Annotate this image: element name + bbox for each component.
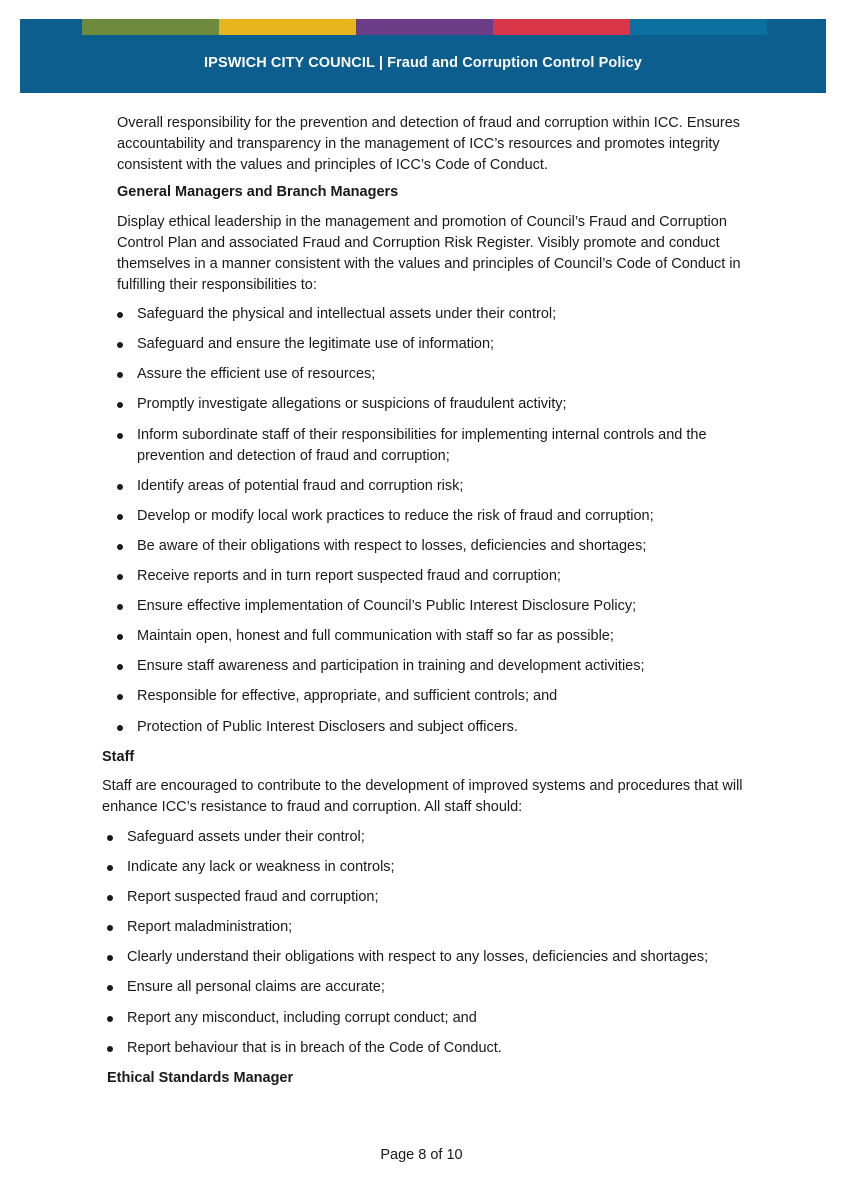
bullet-icon — [117, 433, 123, 439]
bullet-icon — [107, 985, 113, 991]
bullet-icon — [117, 634, 123, 640]
list-item: Assure the efficient use of resources; — [117, 364, 777, 385]
list-item: Promptly investigate allegations or suspicions of fraudulent activity; — [117, 394, 777, 415]
bullet-icon — [107, 895, 113, 901]
strip-red — [493, 19, 630, 35]
bullet-icon — [107, 835, 113, 841]
list-item: Safeguard the physical and intellectual assets under their control; — [117, 304, 777, 325]
bullet-icon — [117, 574, 123, 580]
managers-paragraph: Display ethical leadership in the management and promotion of Council’s Fraud and Corruption Control Plan and associated Fraud and Corruption Risk Register. Visibly promote and conduct themselves in a manner consistent with the values and principles of Council’s Code of Conduct in fulfilling their responsibilities to: — [117, 214, 741, 293]
list-item: Safeguard assets under their control; — [107, 827, 777, 848]
staff-paragraph: Staff are encouraged to contribute to the development of improved systems and procedures that will enhance ICC’s resistance to fraud and corruption. All staff should: — [102, 778, 743, 815]
bullet-icon — [107, 925, 113, 931]
list-item: Ensure staff awareness and participation in training and development activities; — [117, 656, 777, 677]
list-item: Indicate any lack or weakness in controls; — [107, 857, 777, 878]
list-item: Identify areas of potential fraud and corruption risk; — [117, 476, 777, 497]
strip-blue — [630, 19, 767, 35]
bullet-icon — [107, 1046, 113, 1052]
bullet-icon — [117, 664, 123, 670]
bullet-icon — [117, 372, 123, 378]
page-number: Page 8 of 10 — [380, 1147, 463, 1163]
bullet-icon — [117, 544, 123, 550]
intro-paragraph: Overall responsibility for the prevention and detection of fraud and corruption within ICC. Ensures accountability and transparency in the management of ICC’s resources and promotes integrity consistent with the values and principles of ICC’s Code of Conduct. — [117, 115, 741, 173]
bullet-icon — [117, 604, 123, 610]
list-item: Clearly understand their obligations with respect to any losses, deficiencies and shortages; — [107, 947, 777, 968]
strip-yellow — [219, 19, 356, 35]
bullet-icon — [117, 342, 123, 348]
list-item: Responsible for effective, appropriate, and sufficient controls; and — [117, 686, 777, 707]
managers-heading: General Managers and Branch Managers — [117, 184, 399, 200]
bullet-icon — [117, 312, 123, 318]
header-color-strip — [82, 19, 767, 35]
header-title: IPSWICH CITY COUNCIL | Fraud and Corruption Control Policy — [204, 55, 642, 71]
staff-heading: Staff — [102, 749, 135, 765]
page-header — [20, 19, 826, 93]
list-item: Report behaviour that is in breach of the Code of Conduct. — [107, 1038, 777, 1059]
list-item: Inform subordinate staff of their responsibilities for implementing internal controls and the prevention and detection of fraud and corruption; — [117, 425, 777, 467]
list-item: Protection of Public Interest Disclosers and subject officers. — [117, 717, 777, 738]
list-item: Ensure effective implementation of Council’s Public Interest Disclosure Policy; — [117, 596, 777, 617]
bullet-icon — [117, 484, 123, 490]
bullet-icon — [107, 955, 113, 961]
bullet-icon — [107, 865, 113, 871]
bullet-icon — [117, 514, 123, 520]
strip-green — [82, 19, 219, 35]
bullet-icon — [117, 402, 123, 408]
ethical-standards-heading: Ethical Standards Manager — [107, 1070, 294, 1086]
list-item: Report suspected fraud and corruption; — [107, 887, 777, 908]
list-item: Ensure all personal claims are accurate; — [107, 977, 777, 998]
list-item: Report any misconduct, including corrupt conduct; and — [107, 1008, 777, 1029]
bullet-icon — [107, 1016, 113, 1022]
list-item: Safeguard and ensure the legitimate use of information; — [117, 334, 777, 355]
list-item: Be aware of their obligations with respect to losses, deficiencies and shortages; — [117, 536, 777, 557]
bullet-icon — [117, 694, 123, 700]
bullet-icon — [117, 725, 123, 731]
list-item: Receive reports and in turn report suspected fraud and corruption; — [117, 566, 777, 587]
list-item: Develop or modify local work practices to reduce the risk of fraud and corruption; — [117, 506, 777, 527]
strip-purple — [356, 19, 493, 35]
list-item: Maintain open, honest and full communication with staff so far as possible; — [117, 626, 777, 647]
list-item: Report maladministration; — [107, 917, 777, 938]
